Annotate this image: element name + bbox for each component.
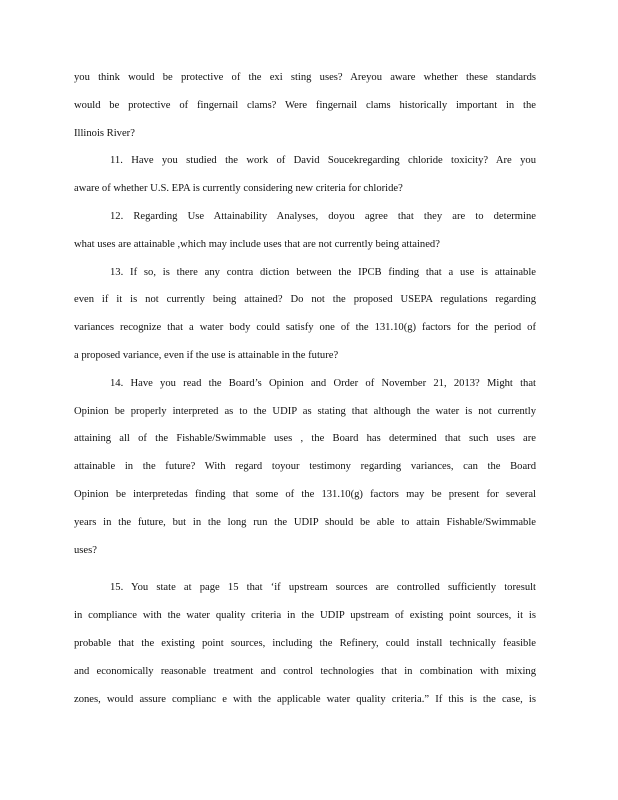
text-line: Opinion be interpretedas finding that some of the 131.10(g) factors may be present for several xyxy=(74,488,536,500)
text-line: 11. Have you studied the work of David Soucekregarding chloride toxicity? Are you xyxy=(110,155,536,167)
text-line: 15. You state at page 15 that ‘if upstream sources are controlled sufficiently toresult xyxy=(110,582,536,594)
text-line: aware of whether U.S. EPA is currently considering new criteria for chloride? xyxy=(74,183,403,195)
text-line: would be protective of fingernail clams? Were fingernail clams historically important in the xyxy=(74,99,536,111)
text-line: you think would be protective of the exi sting uses? Areyou aware whether these standards xyxy=(74,72,536,83)
paragraph-question-11 xyxy=(74,147,536,203)
text-line: and economically reasonable treatment and control technologies that in combination with mixing xyxy=(74,665,536,677)
text-line: years in the future, but in the long run the UDIP should be able to attain Fishable/Swimmable xyxy=(74,516,536,528)
paragraph-question-14 xyxy=(74,370,536,565)
text-line: attainable in the future? With regard toyour testimony regarding variances, can the Board xyxy=(74,461,536,473)
text-line: even if it is not currently being attained? Do not the proposed USEPA regulations regarding xyxy=(74,294,536,306)
paragraph-question-15 xyxy=(74,574,536,713)
text-line: Illinois River? xyxy=(74,127,135,139)
text-line: a proposed variance, even if the use is attainable in the future? xyxy=(74,349,339,361)
text-line: attaining all of the Fishable/Swimmable uses , the Board has determined that such uses are xyxy=(74,433,536,445)
text-line: uses? xyxy=(74,544,97,556)
paragraph-question-13 xyxy=(74,259,536,370)
paragraph-question-10-continued xyxy=(74,64,536,147)
text-line: zones, would assure complianc e with the applicable water quality criteria.” If this is the case, is xyxy=(74,693,536,705)
text-line: in compliance with the water quality criteria in the UDIP upstream of existing point sources, it is xyxy=(74,610,536,622)
paragraph-question-12 xyxy=(74,203,536,259)
text-line: probable that the existing point sources, including the Refinery, could install technically feasible xyxy=(74,637,536,649)
text-line: 13. If so, is there any contra diction between the IPCB finding that a use is attainable xyxy=(110,266,536,278)
document-page xyxy=(74,64,536,713)
text-line: variances recognize that a water body could satisfy one of the 131.10(g) factors for the period of xyxy=(74,322,536,334)
paragraph-spacer xyxy=(74,564,536,574)
text-line: Opinion be properly interpreted as to the UDIP as stating that although the water is not currently xyxy=(74,405,536,417)
text-line: what uses are attainable ,which may include uses that are not currently being attained? xyxy=(74,238,440,250)
text-line: 12. Regarding Use Attainability Analyses, doyou agree that they are to determine xyxy=(110,210,536,222)
text-line: 14. Have you read the Board’s Opinion and Order of November 21, 2013? Might that xyxy=(110,377,536,389)
